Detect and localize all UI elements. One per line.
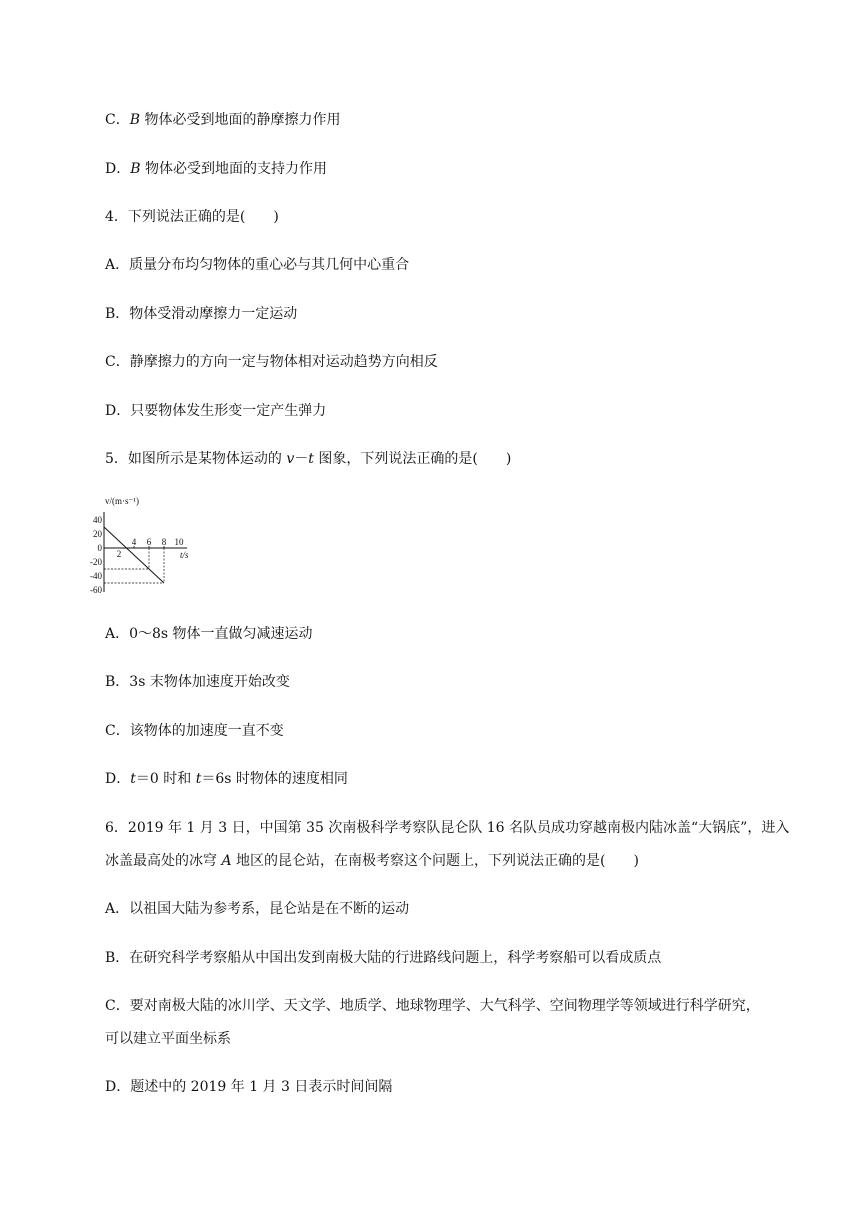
y-tick-label: 20	[93, 529, 102, 539]
option-5d: D．t＝0 时和 t＝6s 时物体的速度相同	[105, 771, 348, 787]
option-5c: C．该物体的加速度一直不变	[105, 723, 284, 739]
x-axis-label: t/s	[180, 550, 189, 560]
option-4a: A．质量分布均匀物体的重心必与其几何中心重合	[105, 257, 410, 273]
graph-marks	[104, 527, 164, 583]
y-tick-label: -40	[90, 571, 102, 581]
option-4d: D．只要物体发生形变一定产生弹力	[105, 403, 327, 419]
question-4: 4．下列说法正确的是( )	[105, 209, 279, 225]
option-5b: B．3s 末物体加速度开始改变	[105, 674, 290, 690]
velocity-line	[104, 527, 164, 583]
option-4b: B．物体受滑动摩擦力一定运动	[105, 306, 298, 322]
option-6a: A．以祖国大陆为参考系，昆仑站是在不断的运动	[105, 901, 410, 917]
y-tick-label: -60	[90, 585, 102, 595]
y-tick-label: -20	[90, 557, 102, 567]
option-5a: A．0～8s 物体一直做匀减速运动	[105, 626, 313, 642]
vt-graph	[86, 494, 216, 598]
option-6c-line-2: 可以建立平面坐标系	[105, 1031, 231, 1047]
option-6d: D．题述中的 2019 年 1 月 3 日表示时间间隔	[105, 1079, 393, 1095]
option-3c: C．B 物体必受到地面的静摩擦力作用	[105, 112, 341, 128]
question-5: 5．如图所示是某物体运动的 v－t 图象，下列说法正确的是( )	[105, 451, 512, 467]
question-6-line-2: 冰盖最高处的冰穹 A 地区的昆仑站，在南极考察这个问题上，下列说法正确的是( )	[105, 853, 639, 869]
option-3d: D．B 物体必受到地面的支持力作用	[105, 161, 327, 177]
option-6b: B．在研究科学考察船从中国出发到南极大陆的行进路线问题上，科学考察船可以看成质点	[105, 950, 662, 966]
y-tick-label: 40	[93, 515, 102, 525]
x-tick-label: 8	[161, 537, 167, 547]
x-tick-label: 4	[131, 537, 137, 547]
x-tick-label: 6	[146, 537, 152, 547]
y-axis-label: v/(m·s⁻¹)	[105, 496, 139, 506]
y-tick-label: 0	[97, 543, 102, 553]
x-tick-label: 10	[174, 537, 184, 547]
x-tick-label: 2	[116, 549, 122, 559]
option-4c: C．静摩擦力的方向一定与物体相对运动趋势方向相反	[105, 354, 438, 370]
option-6c-line-1: C．要对南极大陆的冰川学、天文学、地质学、地球物理学、大气科学、空间物理学等领域进行科学研究，	[105, 998, 760, 1014]
question-6-line-1: 6．2019 年 1 月 3 日，中国第 35 次南极科学考察队昆仑队 16 名队员成功穿越南极内陆冰盖“大锅底”，进入	[105, 820, 790, 836]
